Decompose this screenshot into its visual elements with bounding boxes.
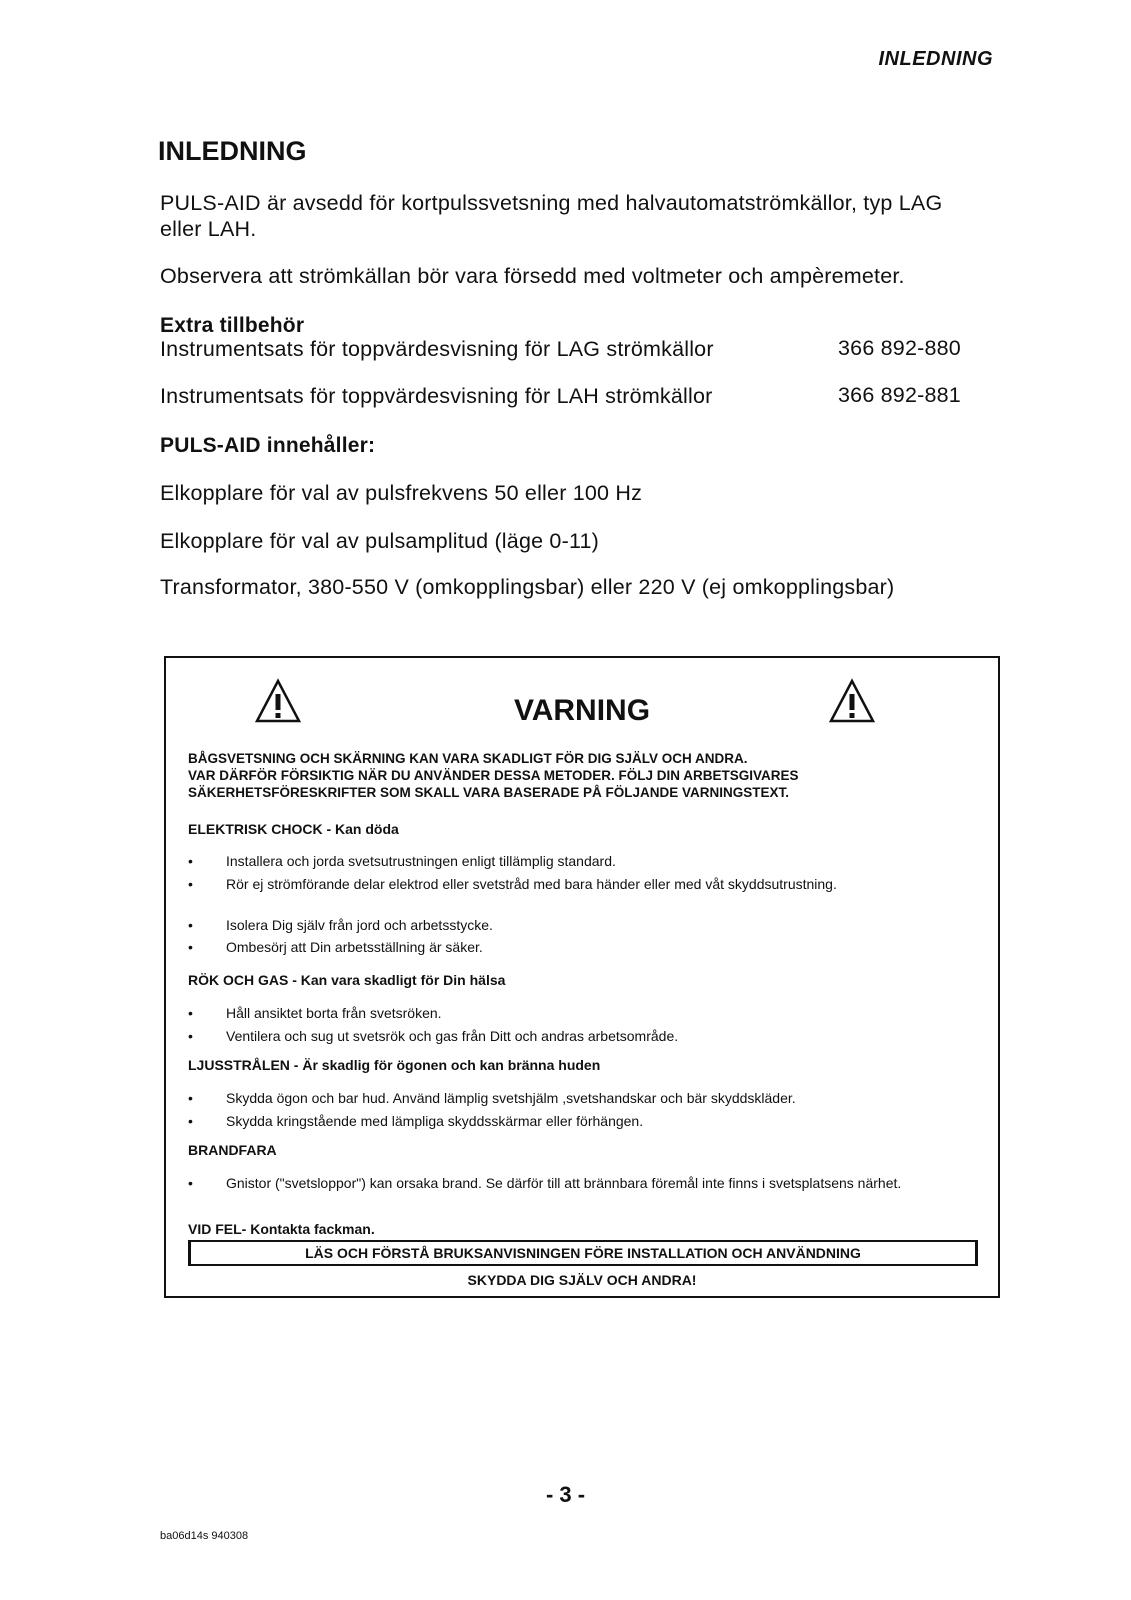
read-manual-banner: LÄS OCH FÖRSTÅ BRUKSANVISNINGEN FÖRE INSTALLATION OCH ANVÄNDNING (188, 1240, 978, 1266)
bullet-glyph: • (188, 1005, 193, 1021)
bullet-glyph: • (188, 1090, 193, 1106)
list-item (188, 1027, 958, 1045)
section-heading-light-rays: LJUSSTRÅLEN - Är skadlig för ögonen och kan bränna huden (188, 1057, 601, 1073)
list-item (188, 916, 958, 934)
list-item-text: Skydda ögon och bar hud. Använd lämplig svetshjälm ,svetshandskar och bär skyddskläder. (226, 1090, 796, 1106)
list-item-text: Gnistor ("svetsloppor") kan orsaka brand. Se därför till att brännbara föremål inte finns i svetsplatsens närhet. (226, 1175, 902, 1191)
list-item (188, 852, 958, 870)
bullet-glyph: • (188, 917, 193, 933)
warning-intro-line: BÅGSVETSNING OCH SKÄRNING KAN VARA SKADLIGT FÖR DIG SJÄLV OCH ANDRA. (188, 751, 748, 766)
list-item (188, 1112, 958, 1130)
warning-triangle-icon (828, 678, 876, 724)
accessory-item-label: Instrumentsats för toppvärdesvisning för LAG strömkällor (160, 337, 714, 361)
list-item-text: Isolera Dig själv från jord och arbetsstycke. (226, 917, 493, 933)
warning-intro-line: SÄKERHETSFÖRESKRIFTER SOM SKALL VARA BASERADE PÅ FÖLJANDE VARNINGSTEXT. (188, 785, 790, 800)
list-item-text: Installera och jorda svetsutrustningen enligt tillämplig standard. (226, 853, 616, 869)
bullet-glyph: • (188, 939, 193, 955)
contents-item: Elkopplare för val av pulsfrekvens 50 eller 100 Hz (160, 481, 643, 505)
section-heading-smoke-gas: RÖK OCH GAS - Kan vara skadligt för Din hälsa (188, 972, 506, 988)
fault-contact-text: VID FEL- Kontakta fackman. (188, 1221, 375, 1237)
contents-item: Elkopplare för val av pulsamplitud (läge 0-11) (160, 529, 600, 553)
list-item-text: Ventilera och sug ut svetsrök och gas från Ditt och andras arbetsområde. (226, 1028, 679, 1044)
bullet-glyph: • (188, 876, 193, 892)
section-heading-fire-hazard: BRANDFARA (188, 1142, 277, 1158)
list-item-text: Ombesörj att Din arbetsställning är säker. (226, 939, 483, 955)
intro-line-2: eller LAH. (160, 217, 257, 241)
list-item (188, 938, 958, 956)
bullet-glyph: • (188, 1028, 193, 1044)
list-item-text: Skydda kringstående med lämpliga skyddsskärmar eller förhängen. (226, 1113, 644, 1129)
page-title: INLEDNING (158, 136, 307, 166)
warning-intro (188, 750, 978, 801)
contents-item: Transformator, 380-550 V (omkopplingsbar) eller 220 V (ej omkopplingsbar) (160, 575, 895, 599)
list-item (188, 875, 958, 893)
warning-box (164, 656, 1000, 1298)
list-item (188, 1089, 958, 1107)
accessory-item-label: Instrumentsats för toppvärdesvisning för LAH strömkällor (160, 384, 713, 408)
warning-intro-line: VAR DÄRFÖR FÖRSIKTIG NÄR DU ANVÄNDER DESSA METODER. FÖLJ DIN ARBETSGIVARES (188, 768, 799, 783)
accessories-heading: Extra tillbehör (160, 314, 305, 337)
running-header: INLEDNING (878, 48, 993, 70)
list-item (188, 1004, 958, 1022)
observe-text: Observera att strömkällan bör vara försedd med voltmeter och ampèremeter. (160, 264, 905, 288)
page-number: - 3 - (545, 1482, 586, 1507)
intro-line-1: PULS-AID är avsedd för kortpulssvetsning med halvautomatströmkällor, typ LAG (160, 191, 943, 215)
list-item (188, 1174, 958, 1192)
accessory-item-code: 366 892-881 (838, 383, 961, 407)
list-item-text: Håll ansiktet borta från svetsröken. (226, 1005, 442, 1021)
section-heading-electric-shock: ELEKTRISK CHOCK - Kan döda (188, 821, 399, 837)
list-item-text: Rör ej strömförande delar elektrod eller svetstråd med bara händer eller med våt skyddsutrustning. (226, 876, 837, 892)
accessory-item-code: 366 892-880 (838, 336, 961, 360)
warning-title: VARNING (513, 694, 651, 727)
bullet-glyph: • (188, 853, 193, 869)
bullet-glyph: • (188, 1113, 193, 1129)
document-code: ba06d14s 940308 (160, 1530, 249, 1542)
protect-text: SKYDDA DIG SJÄLV OCH ANDRA! (467, 1272, 697, 1288)
bullet-glyph: • (188, 1175, 193, 1191)
contents-heading: PULS-AID innehåller: (160, 434, 376, 457)
